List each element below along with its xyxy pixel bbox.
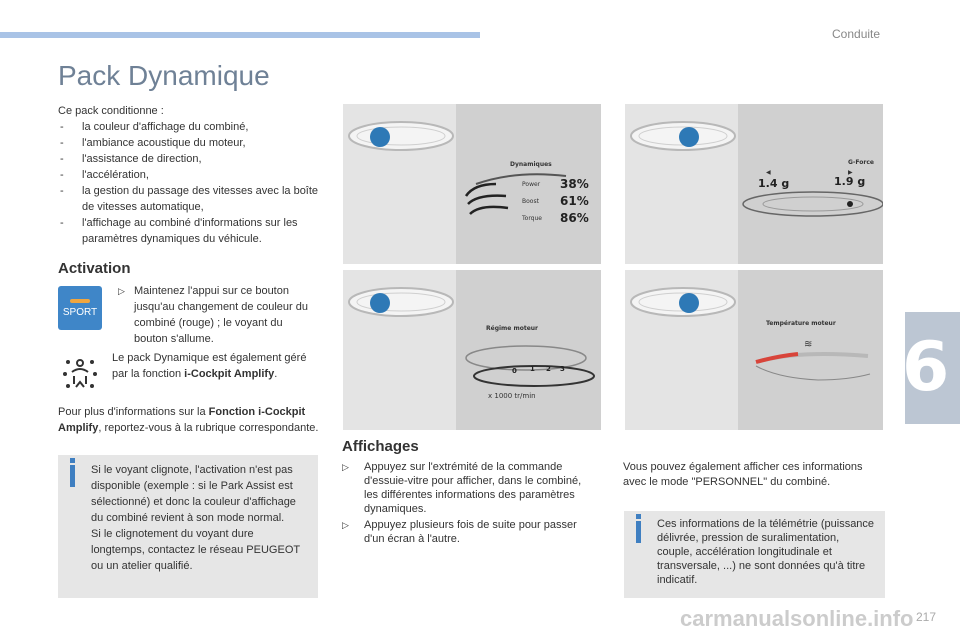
affichages-step-1 <box>342 460 597 516</box>
activation-step-text: Maintenez l'appui sur ce bouton jusqu'au changement de couleur du combiné (rouge) ; le voyant du bouton s'allume. <box>134 285 308 345</box>
coolant-temperature-icon: ≋ <box>804 339 813 350</box>
row-label: Boost <box>522 198 539 205</box>
illustration-regime <box>343 270 601 430</box>
info-icon <box>636 521 641 543</box>
cockpit-text <box>112 350 317 382</box>
sport-button-icon <box>58 286 102 330</box>
intro-section <box>58 103 326 247</box>
list-item: - la gestion du passage des vitesses avec la boîte de vitesses automatique, <box>58 183 326 215</box>
illustration-gforce <box>625 104 883 264</box>
top-accent-bar <box>0 32 480 38</box>
gforce-left-value: 1.4 g <box>758 177 790 190</box>
affichages-step-1-text: Appuyez sur l'extrémité de la commande d'essuie-vitre pour afficher, dans le combiné, les différentes informations des paramètres dynamiques. <box>364 461 582 515</box>
more-info-c: , reportez-vous à la rubrique correspondante. <box>98 422 319 434</box>
temperature-screen <box>738 270 883 430</box>
step-arrow-icon: ▷ <box>342 462 349 472</box>
row-value: 61% <box>560 194 589 208</box>
cockpit-text-b: i-Cockpit Amplify <box>184 368 275 380</box>
more-info-b: Fonction i-Cockpit Amplify <box>58 406 306 434</box>
page-number: 217 <box>916 610 937 624</box>
intro-list <box>58 119 326 247</box>
row-value: 38% <box>560 177 589 191</box>
gforce-right-value: 1.9 g <box>834 175 866 188</box>
tick-label: 2 <box>546 365 551 373</box>
list-item: - l'ambiance acoustique du moteur, <box>58 135 326 151</box>
row-label: Power <box>522 181 541 188</box>
row-label: Torque <box>522 215 542 222</box>
activation-heading: Activation <box>58 260 131 277</box>
note-paragraph-2: Si le clignotement du voyant dure longtemps, contactez le réseau PEUGEOT ou un atelier qualifié. <box>91 528 300 572</box>
sport-led-icon <box>70 299 90 303</box>
tick-label: 0 <box>512 367 517 375</box>
info-note-blinking <box>58 455 318 598</box>
chapter-number: 6 <box>902 328 950 407</box>
stalk-illustration-icon <box>345 276 458 346</box>
left-arrow-icon: ◀ <box>766 169 771 176</box>
tick-label: 1 <box>530 365 535 373</box>
screen-title: Température moteur <box>766 320 836 327</box>
screen-title: Dynamiques <box>510 161 552 168</box>
note-text: Ces informations de la télémétrie (puissance délivrée, pression de suralimentation, couple, accélération longitudinale et transversale, ...) ne sont données qu'à titre indicatif. <box>657 518 875 586</box>
dynamiques-screen <box>456 104 601 264</box>
step-arrow-icon: ▷ <box>342 520 349 530</box>
info-note-telemetry <box>624 511 885 598</box>
stalk-illustration-icon <box>627 110 740 180</box>
info-icon <box>70 465 75 487</box>
cockpit-text-a: Le pack Dynamique est également géré par la fonction <box>112 352 307 380</box>
cockpit-text-c: . <box>274 368 278 380</box>
affichages-step-2-text: Appuyez plusieurs fois de suite pour passer d'un écran à l'autre. <box>364 519 577 545</box>
affichages-step-2 <box>342 518 597 546</box>
note-text <box>91 462 309 574</box>
tick-label: 3 <box>560 365 565 373</box>
page-title: Pack Dynamique <box>58 60 270 91</box>
illustration-dynamiques <box>343 104 601 264</box>
illustration-temperature <box>625 270 883 430</box>
gforce-screen <box>738 104 883 264</box>
affichages-heading: Affichages <box>342 438 419 455</box>
note-paragraph-1: Si le voyant clignote, l'activation n'est pas disponible (exemple : si le Park Assist est sélectionné) et donc la couleur d'affichage du combiné revient à son mode normal. <box>91 464 296 524</box>
watermark: carmanualsonline.info <box>680 606 914 631</box>
more-info-a: Pour plus d'informations sur la <box>58 406 209 418</box>
intro-lead: Ce pack conditionne : <box>58 105 164 117</box>
list-item: - l'accélération, <box>58 167 326 183</box>
personnel-mode-text: Vous pouvez également afficher ces informations avec le mode "PERSONNEL" du combiné. <box>623 461 863 488</box>
regime-screen <box>456 270 601 430</box>
step-arrow-icon: ▷ <box>118 286 125 296</box>
more-info-text <box>58 404 320 436</box>
right-arrow-icon: ▶ <box>848 169 853 176</box>
cockpit-amplify-icon <box>60 354 100 394</box>
activation-step <box>118 283 318 347</box>
stalk-illustration-icon <box>345 110 458 180</box>
screen-title: G-Force <box>848 159 874 166</box>
list-item: - l'assistance de direction, <box>58 151 326 167</box>
stalk-illustration-icon <box>627 276 740 346</box>
screen-title: Régime moteur <box>486 325 538 332</box>
section-label: Conduite <box>832 27 881 41</box>
sport-label: SPORT <box>62 306 98 318</box>
list-item: - l'affichage au combiné d'informations sur les paramètres dynamiques du véhicule. <box>58 215 326 247</box>
row-value: 86% <box>560 211 589 225</box>
regime-unit: x 1000 tr/min <box>488 392 536 400</box>
list-item: - la couleur d'affichage du combiné, <box>58 119 326 135</box>
